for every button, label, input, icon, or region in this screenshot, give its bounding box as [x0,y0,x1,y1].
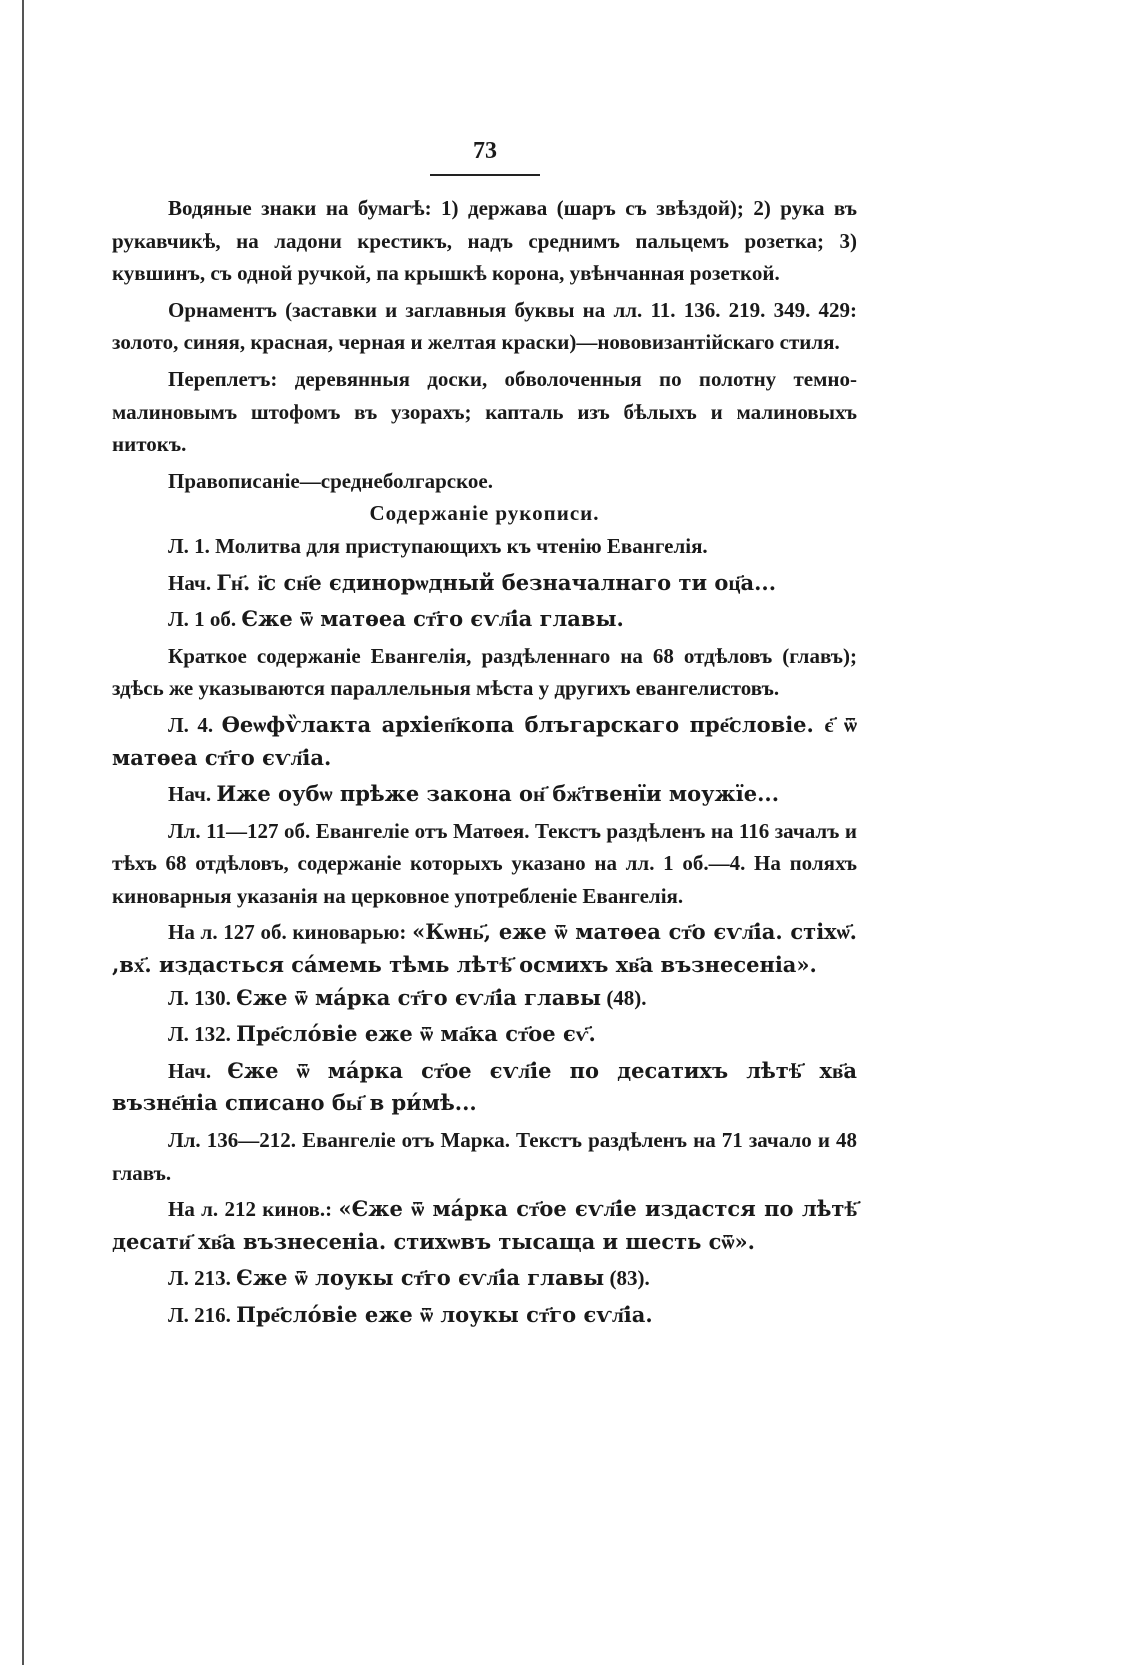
entry-label: Л. 130. [168,985,231,1010]
entry-label: Л. 213. [168,1266,231,1291]
slavonic-quote: Пре҃сло́віе еже ѿ ма҃ка ст҃ое єѵ҃. [236,1021,596,1047]
paragraph-matthew-chapters [112,603,857,636]
page-number: 73 [473,138,497,164]
slavonic-quote: Гн҃. і҃с сн҃е єдинорѡдный безначалнаго ти оц҃а... [216,569,777,595]
paragraph-prayer: Л. 1. Молитва для приступающихъ къ чтенію Евангелія. [168,533,708,558]
entry-label: Нач. [168,1058,212,1083]
section-heading: Содержаніе рукописи. [369,501,600,526]
slavonic-quote: Єже ѿ ма́рка ст҃го єѵл҃іа главы [236,984,602,1010]
entry-label: Л. 1 об. [168,607,237,632]
paragraph-watermarks: Водяные знаки на бумагѣ: 1) держава (шаръ съ звѣздой); 2) рука въ рукавчикѣ, на ладони крестикъ, надъ среднимъ пальцемъ розетка; 3) кувшинъ, съ одной ручкой, па крышкѣ корона, увѣнчанная розеткой. [112,196,857,286]
scan-edge-line [22,0,24,1665]
slavonic-quote: Єже ѿ лоукы ст҃го єѵл҃іа главы [236,1265,605,1291]
paragraph-ornament: Орнаментъ (заставки и заглавныя буквы на лл. 11. 136. 219. 349. 429: золото, синяя, красная, черная и желтая краски)—нововизантійскаго стиля. [112,297,857,355]
slavonic-quote: Пре҃сло́віе еже ѿ лоукы ст҃го єѵл҃іа. [236,1302,653,1327]
entry-label: Нач. [168,570,212,595]
paragraph-luke-chapters [112,1262,857,1295]
paragraph-matthew-colophon [112,916,857,981]
paragraph-mark-preface [112,1018,857,1051]
slavonic-quote: Єже ѿ матѳеа ст҃го єѵл҃іа главы. [241,606,624,632]
paragraph-prayer-incipit [112,567,857,600]
paragraph-mark-gospel: Лл. 136—212. Евангеліе отъ Марка. Текстъ раздѣленъ на 71 зачало и 48 главъ. [112,1128,857,1185]
slavonic-quote: Єже ѿ ма́рка ст҃ое єѵл҃іе по десатихъ лѣтѣ҃ хв҃а възне҃ніа списано бы҃ в ри́мѣ... [112,1057,858,1116]
paragraph-theophylact [112,709,857,774]
entry-label: На л. 127 об. киноварью: [168,920,407,945]
paragraph-matthew-gospel: Лл. 11—127 об. Евангеліе отъ Матѳея. Текстъ раздѣленъ на 116 зачалъ и тѣхъ 68 отдѣловъ, содержаніе которыхъ указано на лл. 1 об.—4. На поляхъ киноварныя указанія на церковное употребленіе Евангелія. [112,818,857,908]
slavonic-quote: «Єже ѿ ма́рка ст҃ое єѵл҃іе издастся по лѣтѣ҃ десати҃ хв҃а възнесеніа. стихѡвъ тысаща и шесть сѿ». [112,1196,858,1254]
paragraph-orthography: Правописаніе—среднеболгарское. [168,468,493,493]
entry-label: Л. 132. [168,1022,231,1047]
page-number-rule [430,174,540,176]
slavonic-quote: Иже оубѡ прѣже закона он҃ бж҃твенїи моужїе... [216,781,780,807]
paragraph-mark-colophon [112,1193,857,1258]
entry-label: На л. 212 кинов.: [168,1197,333,1222]
paragraph-summary: Краткое содержаніе Евангелія, раздѣленнаго на 68 отдѣловъ (главъ); здѣсь же указываются параллельныя мѣста у другихъ евангелистовъ. [112,643,857,701]
entry-tail: (83). [609,1266,650,1291]
slavonic-quote: Ѳеѡфѷлакта архіеп҃копа блъгарскаго пре҃словіе. є҃ ѿ матѳеа ст҃го єѵл҃іа. [112,711,857,770]
slavonic-quote: «Кѡнь҃, еже ѿ матѳеа ст҃о єѵл҃іа. стіхѡ҃. ,вх҃. издасться са́мемь тѣмь лѣтѣ҃ осмихъ хв҃а възнесеніа». [112,919,857,978]
entry-label: Л. 216. [168,1303,231,1327]
paragraph-theophylact-incipit [112,778,857,811]
paragraph-luke-preface [112,1299,857,1332]
entry-tail: (48). [606,985,647,1010]
paragraph-mark-incipit [112,1055,857,1120]
entry-label: Нач. [168,782,212,807]
paragraph-mark-chapters [112,982,857,1015]
entry-label: Л. 4. [168,712,214,737]
paragraph-binding: Переплетъ: деревянныя доски, обволоченныя по полотну темно-малиновымъ штофомъ въ узорахъ; капталь изъ бѣлыхъ и малиновыхъ нитокъ. [112,366,857,457]
document-body [112,192,857,1332]
